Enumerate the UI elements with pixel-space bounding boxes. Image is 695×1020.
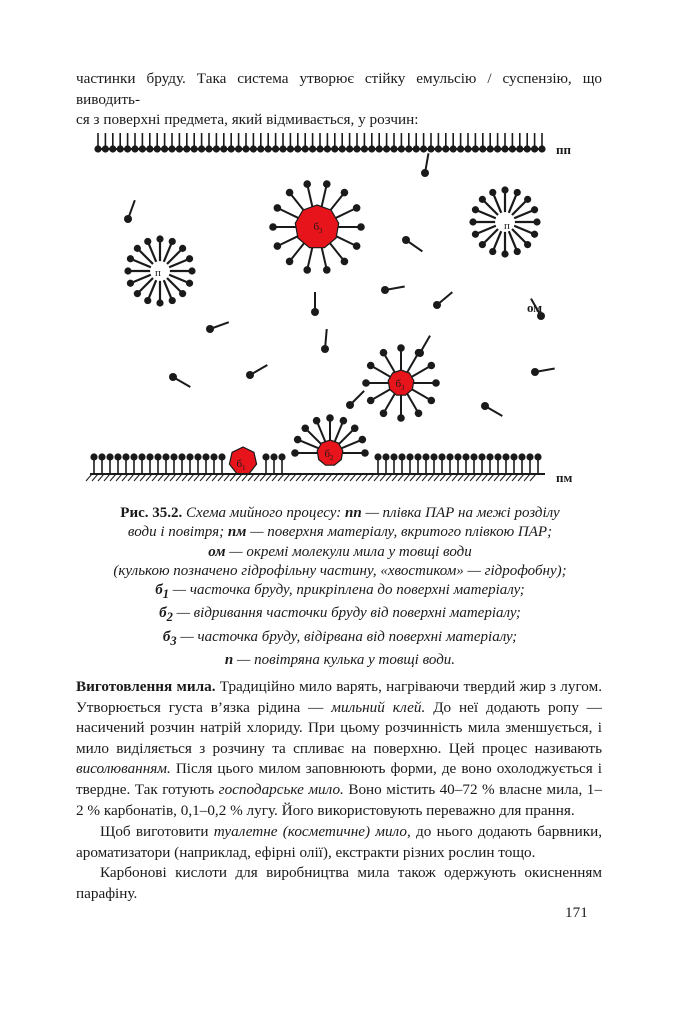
surface-molecule-head xyxy=(390,453,397,460)
film-molecule-head xyxy=(154,145,161,152)
caption-line-7: $б_3$ — часточка бруду, відірвана від поверхні матеріалу; xyxy=(162,628,518,648)
label-pm: пм xyxy=(556,470,573,485)
surface-molecule-head xyxy=(170,453,177,460)
surface-molecule-head xyxy=(202,453,209,460)
soap-molecule-head xyxy=(246,371,254,379)
dirt-label-b2: $б_2$ xyxy=(324,448,334,462)
film-molecule-head xyxy=(457,145,464,152)
dirt-molecule-head xyxy=(341,258,349,266)
surface-hatch xyxy=(338,474,344,481)
surface-hatch xyxy=(494,474,500,481)
surface-hatch xyxy=(278,474,284,481)
bubble-molecule-head xyxy=(179,290,186,297)
surface-molecule-head xyxy=(146,453,153,460)
dirt-molecule-head xyxy=(286,189,294,197)
film-molecule-head xyxy=(376,145,383,152)
surface-molecule-head xyxy=(278,453,285,460)
surface-molecule-head xyxy=(422,453,429,460)
film-molecule-head xyxy=(191,145,198,152)
surface-molecule-head xyxy=(90,453,97,460)
surface-molecule-head xyxy=(446,453,453,460)
bubble-molecule-head xyxy=(514,189,521,196)
bubble-molecule-head xyxy=(127,280,134,287)
surface-molecule-head xyxy=(130,453,137,460)
soap-molecule-head xyxy=(381,286,389,294)
surface-molecule-head xyxy=(194,453,201,460)
surface-molecule-head xyxy=(534,453,541,460)
film-molecule-head xyxy=(516,145,523,152)
surface-hatch xyxy=(476,474,482,481)
surface-hatch xyxy=(134,474,140,481)
surface-molecule-head xyxy=(114,453,121,460)
film-molecule-head xyxy=(413,145,420,152)
section-paragraph-2: Щоб виготовити туалетне (косметичне) мило, до нього додають барвники, ароматизатори (наприклад, ефірні олії), екстракти різних рослин тощо. xyxy=(76,823,603,861)
film-molecule-head xyxy=(324,145,331,152)
surface-hatch xyxy=(350,474,356,481)
film-molecule-head xyxy=(109,145,116,152)
surface-hatch xyxy=(332,474,338,481)
surface-hatch xyxy=(392,474,398,481)
bubble-molecule-head xyxy=(469,218,476,225)
dirt-molecule-head xyxy=(341,189,349,197)
bubble-molecule-head xyxy=(533,218,540,225)
film-molecule-head xyxy=(242,145,249,152)
surface-hatch xyxy=(98,474,104,481)
surface-hatch xyxy=(218,474,224,481)
bubble-molecule-head xyxy=(479,241,486,248)
surface-hatch xyxy=(158,474,164,481)
film-molecule-head xyxy=(487,145,494,152)
surface-molecule-head xyxy=(122,453,129,460)
surface-molecule-head xyxy=(218,453,225,460)
soap-molecule-head xyxy=(311,308,319,316)
film-molecule-head xyxy=(102,145,109,152)
surface-hatch xyxy=(524,474,530,481)
film-molecule-head xyxy=(235,145,242,152)
film-molecule-head xyxy=(524,145,531,152)
dirt-molecule-head xyxy=(359,436,367,444)
bubble-molecule-head xyxy=(169,238,176,245)
surface-hatch xyxy=(386,474,392,481)
surface-hatch xyxy=(320,474,326,481)
film-molecule-head xyxy=(509,145,516,152)
soap-molecule-head xyxy=(421,169,429,177)
surface-hatch xyxy=(266,474,272,481)
dirt-molecule-head xyxy=(362,379,370,387)
surface-molecule-head xyxy=(154,453,161,460)
dirt-molecule-head xyxy=(353,242,361,250)
soap-molecule-head xyxy=(531,368,539,376)
section-paragraph-3: Карбонові кислоти для виробництва мила також одержують окисненням парафіну. xyxy=(76,864,602,902)
film-molecule-head xyxy=(309,145,316,152)
caption-line-1: Рис. 35.2. Схема мийного процесу: пп — плівка ПАР на межі розділу xyxy=(120,505,560,521)
surface-hatch xyxy=(248,474,254,481)
dirt-molecule-head xyxy=(415,349,423,357)
surface-molecule-head xyxy=(478,453,485,460)
bubble-molecule-head xyxy=(524,241,531,248)
surface-hatch xyxy=(188,474,194,481)
surface-molecule-head xyxy=(98,453,105,460)
surface-hatch xyxy=(122,474,128,481)
surface-hatch xyxy=(440,474,446,481)
bubble-molecule-head xyxy=(531,206,538,213)
surface-hatch xyxy=(380,474,386,481)
bubble-molecule-head xyxy=(144,238,151,245)
surface-hatch xyxy=(362,474,368,481)
bubble-molecule-head xyxy=(514,248,521,255)
surface-hatch xyxy=(518,474,524,481)
bubble-molecule-head xyxy=(489,189,496,196)
film-molecule-head xyxy=(272,145,279,152)
surface-hatch xyxy=(242,474,248,481)
bubble-molecule-head xyxy=(531,231,538,238)
surface-hatch xyxy=(458,474,464,481)
surface-molecule-head xyxy=(106,453,113,460)
surface-molecule-head xyxy=(262,453,269,460)
surface-molecule-head xyxy=(438,453,445,460)
surface-hatch xyxy=(488,474,494,481)
surface-molecule-head xyxy=(162,453,169,460)
bubble-molecule-head xyxy=(524,196,531,203)
film-molecule-head xyxy=(205,145,212,152)
surface-hatch xyxy=(422,474,428,481)
film-molecule-head xyxy=(405,145,412,152)
film-molecule-head xyxy=(265,145,272,152)
dirt-label-b3-large: $б_3$ xyxy=(313,221,323,235)
surface-hatch xyxy=(530,474,536,481)
film-molecule-head xyxy=(390,145,397,152)
surface-molecule-head xyxy=(430,453,437,460)
surface-hatch xyxy=(224,474,230,481)
caption-line-2: води і повітря; пм — поверхня матеріалу, вкритого плівкою ПАР; xyxy=(127,524,553,541)
surface-molecule-head xyxy=(502,453,509,460)
dirt-molecule-head xyxy=(397,344,405,352)
dirt-molecule-head xyxy=(428,397,436,405)
bubble-molecule-head xyxy=(188,267,195,274)
film-molecule-head xyxy=(220,145,227,152)
surface-hatch xyxy=(92,474,98,481)
bubble-molecule-head xyxy=(127,255,134,262)
soap-molecule-head xyxy=(433,301,441,309)
surface-molecule-head xyxy=(382,453,389,460)
bubble-molecule-head xyxy=(489,248,496,255)
soap-molecule-head xyxy=(169,373,177,381)
surface-hatch xyxy=(140,474,146,481)
soap-molecule-head xyxy=(321,345,329,353)
dirt-molecule-head xyxy=(397,414,405,422)
film-molecule-head xyxy=(294,145,301,152)
film-molecule-head xyxy=(494,145,501,152)
surface-molecule-head xyxy=(518,453,525,460)
bubble-label-left: п xyxy=(155,267,161,279)
surface-hatch xyxy=(326,474,332,481)
section-paragraph-1: Виготовлення мила. Традиційно мило варять, нагріваючи твердий жир з лугом. Утворюється густа в’язка рідина — мильний клей. До неї додають ропу — насичений розчин натрій хлориду. При цьому розчинність мила зменшується, і мило виділяється з розчину та спливає на поверхню. Цей процес називають висолюванням. Після цього милом заповнюють форми, де воно охолоджується і твердне. Так готують господарське мило. Воно містить 40–72 % власне мила, 1–2 % карбонатів, 0,1–0,2 % лугу. Його використовують переважно для прання. xyxy=(76,678,603,819)
bubble-molecule-head xyxy=(124,267,131,274)
caption-line-4: (кулькою позначено гідрофільну частину, «хвостиком» — гідрофобну); xyxy=(113,562,567,579)
film-molecule-head xyxy=(442,145,449,152)
surface-hatch xyxy=(506,474,512,481)
bubble-molecule-head xyxy=(186,255,193,262)
dirt-molecule-head xyxy=(323,180,331,188)
intro-line-1: частинки бруду. Така система утворює стійку емульсію / суспензію, що виводить- xyxy=(76,70,602,108)
dirt-molecule-head xyxy=(340,417,348,425)
surface-hatch xyxy=(434,474,440,481)
material-surface xyxy=(86,453,545,481)
surface-molecule-head xyxy=(186,453,193,460)
film-molecule-head xyxy=(117,145,124,152)
caption-line-6: $б_2$ — відривання часточки бруду від поверхні матеріалу; xyxy=(159,605,521,625)
surface-molecule-head xyxy=(414,453,421,460)
film-molecule-head xyxy=(479,145,486,152)
surface-hatch xyxy=(374,474,380,481)
surface-molecule-head xyxy=(374,453,381,460)
dirt-molecule-head xyxy=(380,349,388,357)
page-number: 171 xyxy=(565,904,588,921)
surface-hatch xyxy=(116,474,122,481)
surface-hatch xyxy=(170,474,176,481)
dirt-molecule-head xyxy=(357,223,365,231)
film-molecule-head xyxy=(346,145,353,152)
dirt-molecule-head xyxy=(303,266,311,274)
film-molecule-head xyxy=(361,145,368,152)
soap-molecule-head xyxy=(206,325,214,333)
surface-hatch xyxy=(164,474,170,481)
surface-hatch xyxy=(314,474,320,481)
surface-molecule-head xyxy=(178,453,185,460)
bubble-molecule-head xyxy=(472,206,479,213)
dirt-molecule-head xyxy=(294,436,302,444)
surface-hatch xyxy=(290,474,296,481)
film-molecule-head xyxy=(183,145,190,152)
dirt-molecule-head xyxy=(415,410,423,418)
film-molecule-head xyxy=(198,145,205,152)
film-molecule-head xyxy=(353,145,360,152)
film-molecule-head xyxy=(435,145,442,152)
film-molecule-head xyxy=(287,145,294,152)
surface-hatch xyxy=(230,474,236,481)
section-heading: Виготовлення мила. xyxy=(76,678,216,695)
dirt-molecule-head xyxy=(367,362,375,370)
label-om: ом xyxy=(527,300,543,315)
surface-hatch xyxy=(344,474,350,481)
surface-hatch xyxy=(200,474,206,481)
film-molecule-head xyxy=(531,145,538,152)
film-molecule-head xyxy=(213,145,220,152)
caption-line-5: $б_1$ — часточка бруду, прикріплена до поверхні матеріалу; xyxy=(155,582,525,602)
surface-hatch xyxy=(194,474,200,481)
dirt-molecule-head xyxy=(323,266,331,274)
label-pp: пп xyxy=(556,142,571,157)
bubble-molecule-head xyxy=(156,299,163,306)
caption-line-8: п — повітряна кулька у товщі води. xyxy=(224,652,456,669)
surface-hatch xyxy=(452,474,458,481)
surface-molecule-head xyxy=(470,453,477,460)
surface-molecule-head xyxy=(526,453,533,460)
surface-hatch xyxy=(254,474,260,481)
film-molecule-head xyxy=(464,145,471,152)
surface-hatch xyxy=(128,474,134,481)
film-molecule-head xyxy=(368,145,375,152)
bubble-molecule-head xyxy=(179,245,186,252)
surface-hatch xyxy=(182,474,188,481)
film-molecule-head xyxy=(168,145,175,152)
surface-hatch xyxy=(284,474,290,481)
surface-molecule-head xyxy=(406,453,413,460)
dirt-molecule-head xyxy=(269,223,277,231)
dirt-molecule-head xyxy=(351,424,359,432)
bubble-molecule-head xyxy=(169,297,176,304)
film-molecule-head xyxy=(427,145,434,152)
dirt-molecule-head xyxy=(301,424,309,432)
surface-molecule-head xyxy=(270,453,277,460)
surface-hatch xyxy=(272,474,278,481)
dirt-molecule-head xyxy=(313,417,321,425)
surface-molecule-head xyxy=(138,453,145,460)
surface-hatch xyxy=(206,474,212,481)
bubble-molecule-head xyxy=(501,250,508,257)
surface-hatch xyxy=(308,474,314,481)
film-molecule-head xyxy=(124,145,131,152)
dirt-molecule-head xyxy=(367,397,375,405)
surface-hatch xyxy=(398,474,404,481)
surface-hatch xyxy=(512,474,518,481)
surface-hatch xyxy=(110,474,116,481)
surface-hatch xyxy=(416,474,422,481)
surface-molecule-head xyxy=(210,453,217,460)
film-molecule-head xyxy=(257,145,264,152)
dirt-molecule-head xyxy=(291,449,299,457)
surface-molecule-head xyxy=(510,453,517,460)
surface-hatch xyxy=(500,474,506,481)
film-molecule-head xyxy=(131,145,138,152)
surface-hatch xyxy=(296,474,302,481)
bubble-molecule-head xyxy=(501,186,508,193)
surface-hatch xyxy=(428,474,434,481)
bubble-molecule-head xyxy=(156,235,163,242)
surface-hatch xyxy=(176,474,182,481)
dirt-particles xyxy=(229,180,439,473)
film-molecule-head xyxy=(472,145,479,152)
intro-line-2: ся з поверхні предмета, який відмивається, у розчин: xyxy=(76,111,419,129)
film-molecule-head xyxy=(383,145,390,152)
surface-hatch xyxy=(470,474,476,481)
surface-hatch xyxy=(410,474,416,481)
surface-molecule-head xyxy=(486,453,493,460)
dirt-molecule-head xyxy=(353,204,361,212)
dirt-label-b3-small: $б_3$ xyxy=(395,378,405,392)
surface-hatch xyxy=(356,474,362,481)
surface-hatch xyxy=(368,474,374,481)
surface-hatch xyxy=(482,474,488,481)
washing-process-diagram xyxy=(0,0,695,500)
surface-molecule-head xyxy=(454,453,461,460)
surface-molecule-head xyxy=(462,453,469,460)
film-molecule-head xyxy=(228,145,235,152)
soap-molecule-head xyxy=(346,401,354,409)
film-molecule-head xyxy=(501,145,508,152)
surface-hatch xyxy=(104,474,110,481)
surface-hatch xyxy=(446,474,452,481)
dirt-label-b1: $б_1$ xyxy=(236,458,246,472)
film-molecule-head xyxy=(279,145,286,152)
surface-hatch xyxy=(236,474,242,481)
surface-hatch xyxy=(152,474,158,481)
surface-hatch xyxy=(302,474,308,481)
soap-molecule-head xyxy=(402,236,410,244)
soap-molecule-head xyxy=(124,215,132,223)
bubble-label-right: п xyxy=(504,220,510,232)
film-molecule-head xyxy=(316,145,323,152)
caption-line-3: ом — окремі молекули мила у товщі води xyxy=(208,543,472,560)
dirt-molecule-head xyxy=(274,204,282,212)
film-molecule-head xyxy=(450,145,457,152)
film-molecule-head xyxy=(94,145,101,152)
film-molecule-head xyxy=(339,145,346,152)
bubble-molecule-head xyxy=(479,196,486,203)
dirt-molecule-head xyxy=(303,180,311,188)
film-molecule-head xyxy=(398,145,405,152)
film-molecule-head xyxy=(176,145,183,152)
surface-molecule-head xyxy=(398,453,405,460)
bubble-molecule-head xyxy=(144,297,151,304)
dirt-molecule-head xyxy=(286,258,294,266)
dirt-molecule-head xyxy=(361,449,369,457)
soap-molecule-head xyxy=(481,402,489,410)
surface-hatch xyxy=(146,474,152,481)
surface-hatch xyxy=(260,474,266,481)
bubble-molecule-head xyxy=(134,290,141,297)
film-molecule-head xyxy=(161,145,168,152)
surface-hatch xyxy=(212,474,218,481)
film-molecule-head xyxy=(250,145,257,152)
dirt-molecule-head xyxy=(432,379,440,387)
dirt-molecule-head xyxy=(326,414,334,422)
film-molecule-head xyxy=(420,145,427,152)
surface-molecule-head xyxy=(494,453,501,460)
film-molecule-head xyxy=(146,145,153,152)
bubble-molecule-head xyxy=(472,231,479,238)
film-molecule-head xyxy=(331,145,338,152)
bubble-molecule-head xyxy=(186,280,193,287)
dirt-molecule-head xyxy=(428,362,436,370)
dirt-molecule-head xyxy=(274,242,282,250)
film-molecule-head xyxy=(538,145,545,152)
surface-hatch xyxy=(404,474,410,481)
surfactant-film-top xyxy=(94,133,545,153)
film-molecule-head xyxy=(302,145,309,152)
figure-caption xyxy=(60,504,620,670)
dirt-molecule-head xyxy=(380,410,388,418)
surface-hatch xyxy=(464,474,470,481)
bubble-molecule-head xyxy=(134,245,141,252)
film-molecule-head xyxy=(139,145,146,152)
surface-hatch xyxy=(86,474,92,481)
